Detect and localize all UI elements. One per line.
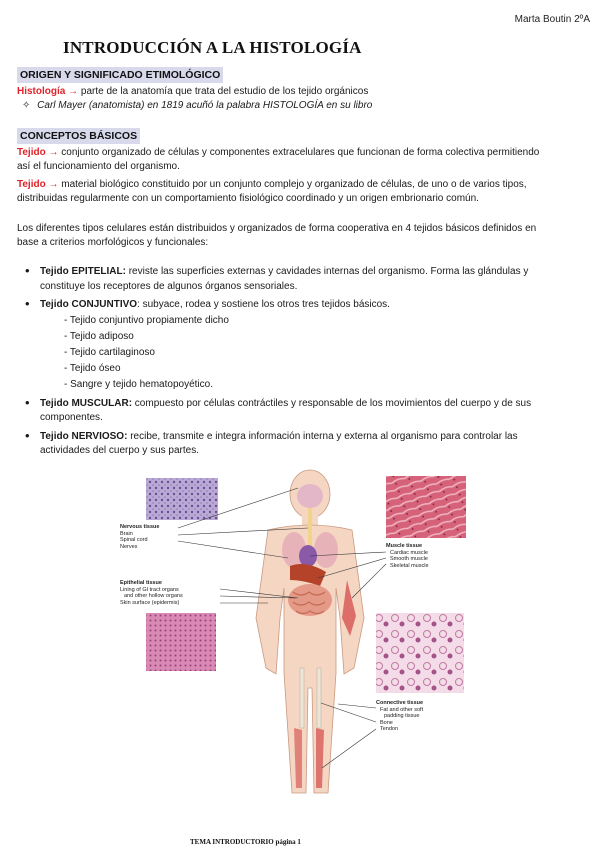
page-title: INTRODUCCIÓN A LA HISTOLOGÍA	[63, 38, 362, 57]
tissue-figure	[118, 468, 478, 798]
intro-line-1: Los diferentes tipos celulares están distribuidos y organizados de forma cooperativa en 4 tejidos básicos definidos en	[17, 223, 537, 234]
label-item: Cardiac muscle	[390, 549, 428, 556]
sublist-item: - Tejido adiposo	[64, 330, 134, 342]
epithelial-tissue-label	[120, 580, 183, 606]
tissue-definition-2-line1: material biológico constituido por un conjunto complejo y organizado de células, de uno o de varios tipos,	[58, 179, 527, 190]
section-heading-basic-concepts: CONCEPTOS BÁSICOS	[17, 128, 140, 144]
label-item: Bone	[380, 719, 393, 726]
tissue-term-2: Tejido	[17, 179, 46, 190]
list-item-muscular	[22, 397, 592, 426]
tissue-definition-2-line2: distribuidas regularmente con un comportamiento fisiológico coordinado y un origen embrionario común.	[17, 193, 479, 204]
histology-note	[22, 99, 372, 113]
right-arrow-icon: →	[68, 86, 79, 97]
muscle-tissue-label	[386, 543, 429, 569]
tissue-definition-1	[17, 146, 595, 174]
epithelial-tissue-micrograph	[146, 613, 216, 671]
label-item: Fat and other soft	[380, 706, 424, 713]
nervous-tissue-label	[120, 524, 159, 550]
list-item-nervous	[22, 430, 592, 459]
tissue-name: Tejido MUSCULAR:	[40, 397, 133, 409]
intro-paragraph	[17, 222, 595, 250]
list-item-epithelial	[22, 265, 592, 294]
right-arrow-icon: →	[48, 179, 59, 190]
tissue-description: reviste las superficies externas y cavidades internas del organismo. Forma las glándulas y	[125, 266, 529, 277]
tissue-list	[22, 265, 592, 463]
tissue-name: Tejido NERVIOSO:	[40, 430, 128, 442]
body-illustration	[118, 468, 478, 798]
label-item: Skeletal muscle	[390, 562, 429, 569]
label-item: Nerves	[120, 543, 138, 550]
label-item: Smooth muscle	[390, 556, 428, 562]
sublist-item: - Tejido óseo	[64, 362, 121, 374]
connective-tissue-title: Connective tissue	[376, 700, 424, 706]
tissue-description: recibe, transmite e integra información interna y externa al organismo para controlar las	[127, 430, 518, 442]
tissue-definition-1-line1: conjunto organizado de células y componentes extracelulares que funcionan de forma colectiva permitiendo	[58, 147, 540, 158]
label-item: Spinal cord	[120, 537, 148, 543]
epithelial-tissue-title: Epithelial tissue	[120, 580, 162, 586]
diamond-outline-icon: ✧	[22, 100, 31, 111]
label-item: Brain	[120, 530, 133, 537]
connective-sublist	[40, 313, 592, 393]
histology-term: Histología	[17, 86, 66, 97]
tissue-term-1: Tejido	[17, 147, 46, 158]
human-body	[256, 470, 364, 793]
sublist-item: - Sangre y tejido hematopoyético.	[64, 378, 213, 390]
sublist-item: - Tejido cartilaginoso	[64, 346, 155, 358]
tissue-description-cont: constituye los receptores de algunos órganos sensoriales.	[40, 280, 298, 292]
label-item: Lining of GI tract organs	[120, 586, 179, 593]
label-item: padding tissue	[384, 713, 420, 719]
page-footer: TEMA INTRODUCTORIO página 1	[190, 838, 301, 846]
tissue-definition-2	[17, 178, 595, 206]
tissue-name: Tejido CONJUNTIVO	[40, 299, 138, 310]
tissue-description-cont: componentes.	[40, 412, 103, 423]
connective-tissue-micrograph	[376, 613, 464, 693]
nervous-tissue-micrograph	[146, 478, 218, 520]
label-item: Skin surface (epidermis)	[120, 599, 180, 606]
tissue-name: Tejido EPITELIAL:	[40, 266, 126, 277]
muscle-tissue-title: Muscle tissue	[386, 543, 423, 549]
histology-definition-text: parte de la anatomía que trata del estudio de los tejido orgánicos	[78, 86, 369, 97]
author-name: Marta Boutin 2ºA	[514, 14, 590, 25]
label-item: and other hollow organs	[124, 593, 183, 599]
list-item-connective	[22, 298, 592, 393]
connective-tissue-label	[376, 700, 423, 733]
histology-note-text: Carl Mayer (anatomista) en 1819 acuñó la palabra HISTOLOGÍA en su libro	[37, 100, 373, 111]
tissue-description-cont: actividades del cuerpo y sus partes.	[40, 445, 199, 456]
intro-line-2: base a criterios morfológicos y funcionales:	[17, 237, 209, 248]
right-arrow-icon: →	[48, 147, 59, 158]
section-heading-origin: ORIGEN Y SIGNIFICADO ETIMOLÓGICO	[17, 67, 223, 83]
tissue-description: compuesto por células contráctiles y responsable de los movimientos del cuerpo y de sus	[132, 397, 532, 409]
tissue-description: : subyace, rodea y sostiene los otros tres tejidos básicos.	[137, 299, 390, 310]
sublist-item: - Tejido conjuntivo propiamente dicho	[64, 314, 229, 326]
nervous-tissue-title: Nervous tissue	[120, 524, 160, 530]
muscle-tissue-micrograph	[386, 476, 466, 538]
tissue-definition-1-line2: así el funcionamiento del organismo.	[17, 161, 180, 172]
label-item: Tendon	[380, 726, 399, 732]
histology-definition	[17, 85, 368, 99]
